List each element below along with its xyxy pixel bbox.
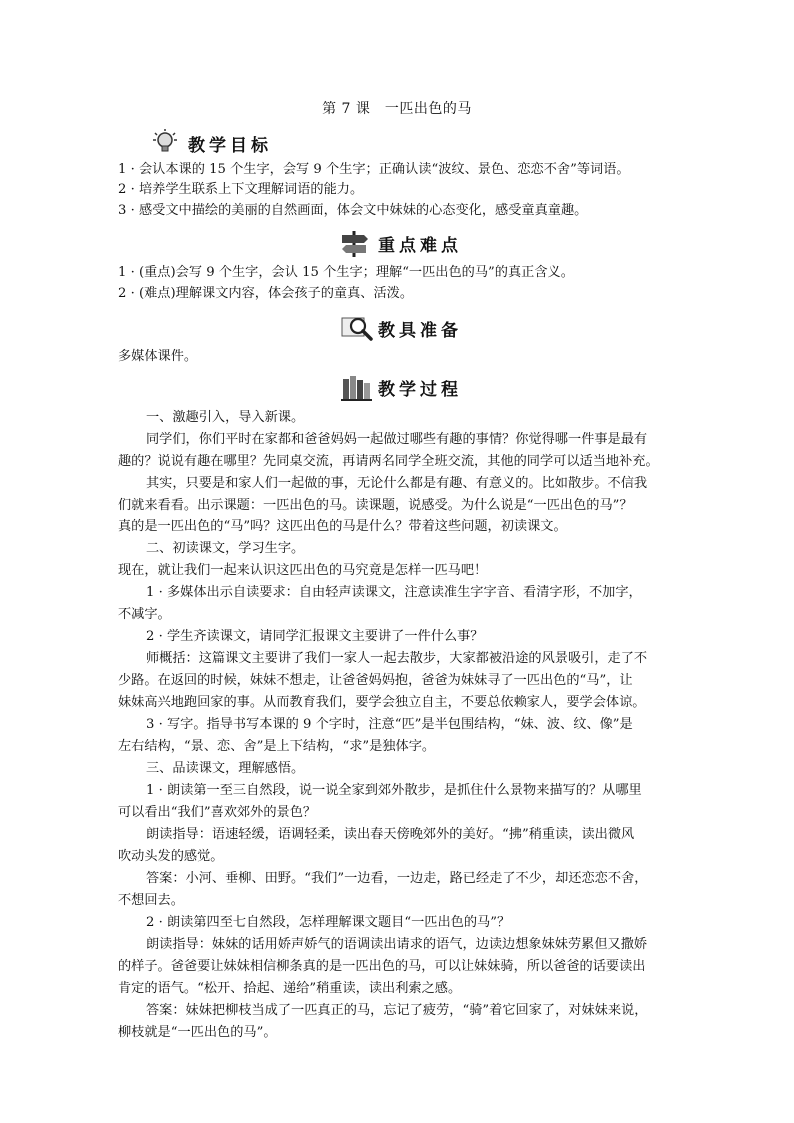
process-line: 2 · 朗读第四至七自然段，怎样理解课文题目“一匹出色的马”？ xyxy=(146,915,511,930)
process-line: 可以看出“我们”喜欢郊外的景色？ xyxy=(118,805,317,820)
keypoint-item: 1 · (重点)会写 9 个生字，会认 15 个生字；理解“一匹出色的马”的真正含义。 xyxy=(118,265,574,280)
process-line: 柳枝就是“一匹出色的马”。 xyxy=(118,1025,277,1040)
process-line: 左右结构，“景、恋、舍”是上下结构，“求”是独体字。 xyxy=(118,739,436,754)
process-line: 答案：小河、垂柳、田野。“我们”一边看，一边走，路已经走了不少，却还恋恋不舍， xyxy=(146,871,648,886)
process-line: 现在，就让我们一起来认识这匹出色的马究竟是怎样一匹马吧！ xyxy=(118,563,488,578)
materials-heading xyxy=(340,311,462,345)
process-line: 3 · 写字。指导书写本课的 9 个字时，注意“匹”是半包围结构，“妹、波、纹、像”是 xyxy=(146,717,633,732)
goals-heading xyxy=(150,126,272,160)
process-line: 1 · 朗读第一至三自然段，说一说全家到郊外散步，是抓住什么景物来描写的？从哪里 xyxy=(146,783,642,798)
process-line: 肯定的语气。“松开、拾起、递给”稍重读，读出利索之感。 xyxy=(118,981,462,996)
process-line: 师概括：这篇课文主要讲了我们一家人一起去散步，大家都被沿途的风景吸引，走了不 xyxy=(146,651,648,666)
books-icon xyxy=(340,371,374,403)
lightbulb-icon xyxy=(150,127,184,159)
process-line: 朗读指导：语速轻缓，语调轻柔，读出春天傍晚郊外的美好。“拂”稍重读，读出微风 xyxy=(146,827,635,842)
process-line: 不想回去。 xyxy=(118,893,184,908)
materials-heading-label: 教具准备 xyxy=(378,320,462,341)
process-line: 其实，只要是和家人们一起做的事，无论什么都是有趣、有意义的。比如散步。不信我 xyxy=(146,476,648,491)
process-line: 三、品读课文，理解感悟。 xyxy=(146,761,305,776)
goal-item: 1 · 会认本课的 15 个生字，会写 9 个生字；正确认读“波纹、景色、恋恋不舍”等词语。 xyxy=(118,162,630,177)
keypoints-heading xyxy=(340,226,462,260)
goal-item: 3 · 感受文中描绘的美丽的自然画面，体会文中妹妹的心态变化，感受童真童趣。 xyxy=(118,203,588,218)
process-line: 同学们，你们平时在家都和爸爸妈妈一起做过哪些有趣的事情？你觉得哪一件事是最有 xyxy=(146,432,648,447)
process-line: 少路。在返回的时候，妹妹不想走，让爸爸妈妈抱，爸爸为妹妹寻了一匹出色的“马”，让 xyxy=(118,673,633,688)
process-line: 1 · 多媒体出示自读要求：自由轻声读课文，注意读准生字字音、看清字形，不加字， xyxy=(146,585,642,600)
process-line: 趣的？说说有趣在哪里？先同桌交流，再请两名同学全班交流，其他的同学可以适当地补充。 xyxy=(118,454,659,469)
signpost-icon xyxy=(340,227,374,259)
process-line: 答案：妹妹把柳枝当成了一匹真正的马，忘记了疲劳，“骑”着它回家了，对妹妹来说， xyxy=(146,1003,648,1018)
process-line: 二、初读课文，学习生字。 xyxy=(146,541,305,556)
process-line: 的样子。爸爸要让妹妹相信柳条真的是一匹出色的马，可以让妹妹骑，所以爸爸的话要读出 xyxy=(118,959,646,974)
process-line: 不减字。 xyxy=(118,607,171,622)
process-line: 吹动头发的感觉。 xyxy=(118,849,224,864)
magnifier-icon xyxy=(340,312,374,344)
process-line: 朗读指导：妹妹的话用娇声娇气的语调读出请求的语气，边读边想象妹妹劳累但又撒娇 xyxy=(146,937,648,952)
lesson-title: 第 7 课 一匹出色的马 xyxy=(322,101,472,117)
process-line: 2 · 学生齐读课文，请同学汇报课文主要讲了一件什么事？ xyxy=(146,629,484,644)
keypoint-item: 2 · (难点)理解课文内容，体会孩子的童真、活泼。 xyxy=(118,286,414,301)
keypoints-heading-label: 重点难点 xyxy=(378,235,462,256)
goals-heading-label: 教学目标 xyxy=(188,135,272,156)
process-line: 妹妹高兴地跑回家的事。从而教育我们，要学会独立自主，不要总依赖家人，要学会体谅。 xyxy=(118,695,646,710)
process-line: 们就来看看。出示课题：一匹出色的马。读课题，说感受。为什么说是“一匹出色的马”？ xyxy=(118,498,633,513)
process-heading xyxy=(340,370,462,404)
goal-item: 2 · 培养学生联系上下文理解词语的能力。 xyxy=(118,182,364,197)
process-line: 真的是一匹出色的“马”吗？这匹出色的马是什么？带着这些问题，初读课文。 xyxy=(118,519,567,534)
process-heading-label: 教学过程 xyxy=(378,379,462,400)
process-line: 一、激趣引入，导入新课。 xyxy=(146,410,305,425)
materials-item: 多媒体课件。 xyxy=(118,349,198,364)
